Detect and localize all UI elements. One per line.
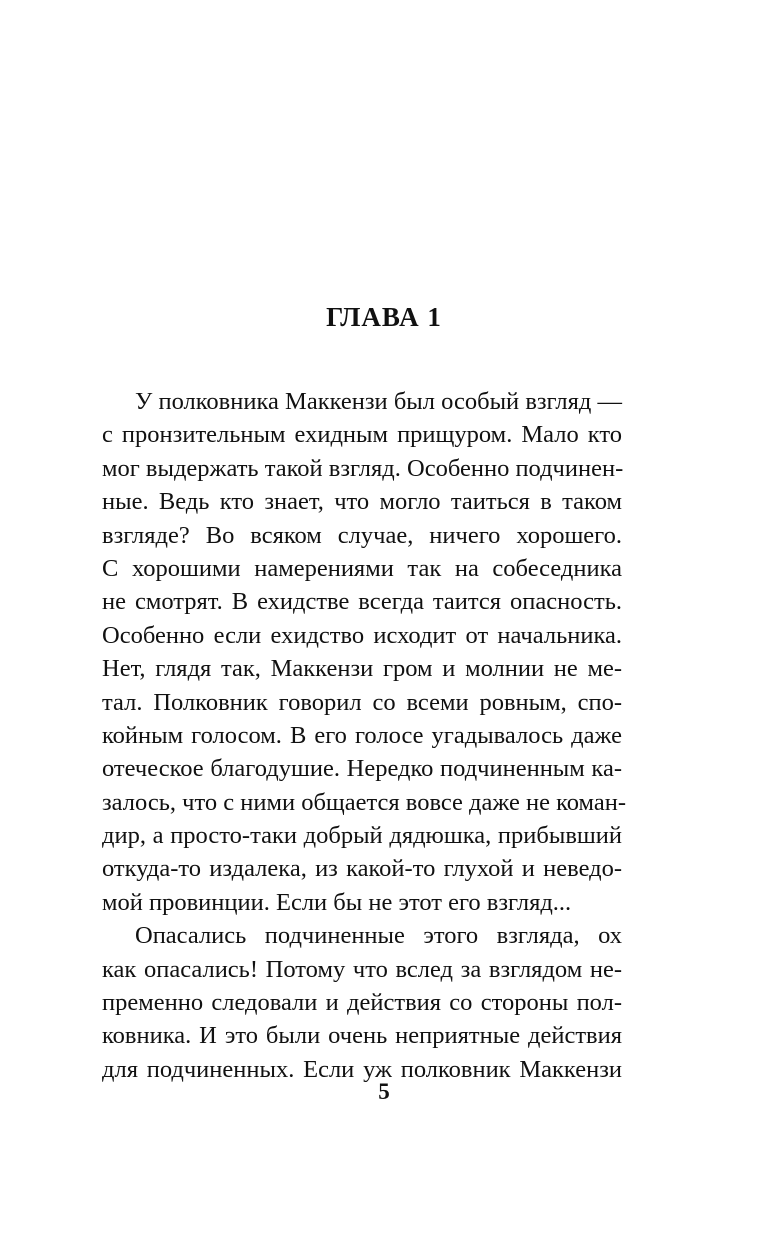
text-line: для подчиненных. Если уж полковник Маккензи [102, 1055, 622, 1083]
text-line: мог выдержать такой взгляд. Особенно подчинен- [102, 454, 624, 482]
text-line: дир, а просто-таки добрый дядюшка, прибывший [102, 822, 622, 850]
page-number: 5 [378, 1079, 390, 1104]
body-text [102, 385, 627, 1086]
text-line: как опасались! Потому что вслед за взглядом не- [102, 955, 622, 983]
text-line: отеческое благодушие. Нередко подчиненным ка- [102, 755, 622, 783]
text-line: У полковника Маккензи был особый взгляд — [135, 388, 622, 415]
text-line: Опасались подчиненные этого взгляда, ох [135, 922, 622, 950]
text-line: откуда-то издалека, из какой-то глухой и неведо- [102, 855, 622, 883]
text-line: взгляде? Во всяком случае, ничего хорошего. [102, 521, 622, 549]
text-line: койным голосом. В его голосе угадывалось даже [102, 721, 622, 749]
text-line: залось, что с ними общается вовсе даже не коман- [102, 788, 627, 816]
text-line: не смотрят. В ехидстве всегда таится опасность. [102, 588, 622, 616]
text-line: пременно следовали и действия со стороны пол- [102, 989, 622, 1017]
text-line: Нет, глядя так, Маккензи гром и молнии не ме- [102, 655, 622, 683]
chapter-title: ГЛАВА 1 [326, 302, 442, 332]
text-line: мой провинции. Если бы не этот его взгляд... [102, 888, 572, 916]
text-line: С хорошими намерениями так на собеседника [102, 554, 622, 582]
paragraph-2 [102, 919, 622, 1086]
text-line: ные. Ведь кто знает, что могло таиться в таком [102, 488, 622, 516]
text-line: Особенно если ехидство исходит от начальника. [102, 621, 622, 649]
text-line: тал. Полковник говорил со всеми ровным, спо- [102, 688, 622, 716]
text-line: ковника. И это были очень неприятные действия [102, 1022, 622, 1050]
paragraph-1 [102, 385, 627, 919]
text-line: с пронзительным ехидным прищуром. Мало кто [102, 421, 622, 449]
